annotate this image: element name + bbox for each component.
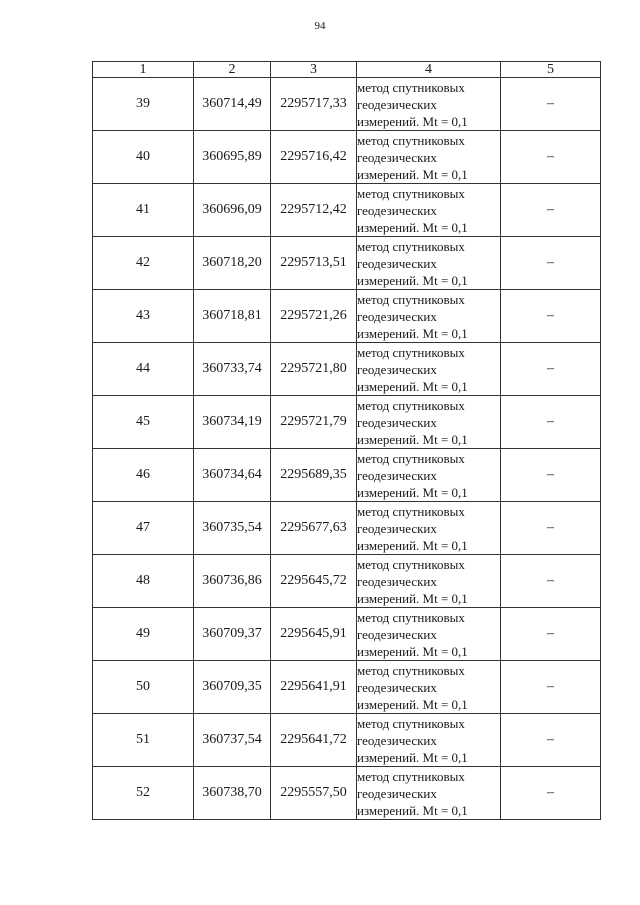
method-cell — [357, 555, 501, 608]
description-cell: – — [501, 237, 601, 290]
method-line: геодезических — [357, 679, 437, 695]
point-number-cell: 46 — [93, 449, 194, 502]
y-coordinate-cell: 2295557,50 — [271, 767, 357, 820]
x-coordinate-cell: 360736,86 — [194, 555, 271, 608]
x-coordinate-cell: 360714,49 — [194, 78, 271, 131]
method-line: измерений. Mt = 0,1 — [357, 484, 468, 500]
method-line: метод спутниковых — [357, 503, 465, 519]
method-line: измерений. Mt = 0,1 — [357, 802, 468, 818]
table-body — [93, 78, 601, 820]
description-cell: – — [501, 290, 601, 343]
x-coordinate-cell: 360738,70 — [194, 767, 271, 820]
table-row — [93, 237, 601, 290]
method-cell — [357, 396, 501, 449]
method-line: измерений. Mt = 0,1 — [357, 643, 468, 659]
method-line: измерений. Mt = 0,1 — [357, 325, 468, 341]
table-row — [93, 608, 601, 661]
method-line: метод спутниковых — [357, 238, 465, 254]
method-line: измерений. Mt = 0,1 — [357, 219, 468, 235]
description-cell: – — [501, 78, 601, 131]
method-cell — [357, 131, 501, 184]
method-line: метод спутниковых — [357, 450, 465, 466]
table-row — [93, 78, 601, 131]
point-number-cell: 44 — [93, 343, 194, 396]
y-coordinate-cell: 2295645,91 — [271, 608, 357, 661]
method-line: геодезических — [357, 732, 437, 748]
point-number-cell: 41 — [93, 184, 194, 237]
description-cell: – — [501, 184, 601, 237]
point-number-cell: 39 — [93, 78, 194, 131]
method-line: геодезических — [357, 308, 437, 324]
method-cell — [357, 449, 501, 502]
y-coordinate-cell: 2295641,91 — [271, 661, 357, 714]
method-line: геодезических — [357, 96, 437, 112]
table-row — [93, 290, 601, 343]
header-col-2: 2 — [194, 62, 271, 78]
point-number-cell: 42 — [93, 237, 194, 290]
header-col-1: 1 — [93, 62, 194, 78]
method-cell — [357, 78, 501, 131]
description-cell: – — [501, 661, 601, 714]
method-line: измерений. Mt = 0,1 — [357, 749, 468, 765]
method-line: геодезических — [357, 414, 437, 430]
method-line: измерений. Mt = 0,1 — [357, 696, 468, 712]
y-coordinate-cell: 2295641,72 — [271, 714, 357, 767]
table-row — [93, 555, 601, 608]
header-row — [93, 62, 601, 78]
y-coordinate-cell: 2295712,42 — [271, 184, 357, 237]
x-coordinate-cell: 360696,09 — [194, 184, 271, 237]
point-number-cell: 43 — [93, 290, 194, 343]
coordinates-table — [92, 61, 601, 820]
method-line: метод спутниковых — [357, 79, 465, 95]
page-number: 94 — [314, 20, 326, 32]
method-line: измерений. Mt = 0,1 — [357, 166, 468, 182]
method-line: геодезических — [357, 573, 437, 589]
method-cell — [357, 343, 501, 396]
method-line: измерений. Mt = 0,1 — [357, 590, 468, 606]
method-line: измерений. Mt = 0,1 — [357, 272, 468, 288]
method-line: метод спутниковых — [357, 768, 465, 784]
description-cell: – — [501, 343, 601, 396]
point-number-cell: 51 — [93, 714, 194, 767]
method-line: метод спутниковых — [357, 556, 465, 572]
point-number-cell: 50 — [93, 661, 194, 714]
x-coordinate-cell: 360709,37 — [194, 608, 271, 661]
y-coordinate-cell: 2295721,80 — [271, 343, 357, 396]
method-line: геодезических — [357, 202, 437, 218]
x-coordinate-cell: 360733,74 — [194, 343, 271, 396]
method-line: метод спутниковых — [357, 662, 465, 678]
point-number-cell: 45 — [93, 396, 194, 449]
method-cell — [357, 714, 501, 767]
table-row — [93, 131, 601, 184]
table-row — [93, 714, 601, 767]
method-line: геодезических — [357, 520, 437, 536]
x-coordinate-cell: 360734,19 — [194, 396, 271, 449]
table-row — [93, 767, 601, 820]
table-row — [93, 502, 601, 555]
table-row — [93, 661, 601, 714]
method-cell — [357, 290, 501, 343]
x-coordinate-cell: 360734,64 — [194, 449, 271, 502]
y-coordinate-cell: 2295677,63 — [271, 502, 357, 555]
method-line: измерений. Mt = 0,1 — [357, 378, 468, 394]
method-cell — [357, 184, 501, 237]
y-coordinate-cell: 2295713,51 — [271, 237, 357, 290]
y-coordinate-cell: 2295721,79 — [271, 396, 357, 449]
method-line: измерений. Mt = 0,1 — [357, 113, 468, 129]
method-line: метод спутниковых — [357, 715, 465, 731]
description-cell: – — [501, 608, 601, 661]
header-col-3: 3 — [271, 62, 357, 78]
description-cell: – — [501, 767, 601, 820]
description-cell: – — [501, 502, 601, 555]
method-line: геодезических — [357, 149, 437, 165]
point-number-cell: 52 — [93, 767, 194, 820]
table-row — [93, 449, 601, 502]
method-line: геодезических — [357, 626, 437, 642]
method-line: геодезических — [357, 361, 437, 377]
point-number-cell: 40 — [93, 131, 194, 184]
y-coordinate-cell: 2295716,42 — [271, 131, 357, 184]
method-line: метод спутниковых — [357, 344, 465, 360]
description-cell: – — [501, 396, 601, 449]
x-coordinate-cell: 360709,35 — [194, 661, 271, 714]
point-number-cell: 47 — [93, 502, 194, 555]
method-line: метод спутниковых — [357, 291, 465, 307]
header-col-5: 5 — [501, 62, 601, 78]
point-number-cell: 49 — [93, 608, 194, 661]
method-cell — [357, 661, 501, 714]
description-cell: – — [501, 131, 601, 184]
method-cell — [357, 502, 501, 555]
method-line: геодезических — [357, 255, 437, 271]
y-coordinate-cell: 2295721,26 — [271, 290, 357, 343]
y-coordinate-cell: 2295689,35 — [271, 449, 357, 502]
table-row — [93, 184, 601, 237]
x-coordinate-cell: 360718,81 — [194, 290, 271, 343]
method-line: метод спутниковых — [357, 609, 465, 625]
method-cell — [357, 237, 501, 290]
method-cell — [357, 767, 501, 820]
method-line: измерений. Mt = 0,1 — [357, 431, 468, 447]
method-line: метод спутниковых — [357, 132, 465, 148]
method-line: геодезических — [357, 785, 437, 801]
y-coordinate-cell: 2295645,72 — [271, 555, 357, 608]
x-coordinate-cell: 360735,54 — [194, 502, 271, 555]
y-coordinate-cell: 2295717,33 — [271, 78, 357, 131]
description-cell: – — [501, 449, 601, 502]
table-row — [93, 343, 601, 396]
method-line: метод спутниковых — [357, 397, 465, 413]
method-line: измерений. Mt = 0,1 — [357, 537, 468, 553]
x-coordinate-cell: 360718,20 — [194, 237, 271, 290]
x-coordinate-cell: 360695,89 — [194, 131, 271, 184]
method-cell — [357, 608, 501, 661]
method-line: геодезических — [357, 467, 437, 483]
method-line: метод спутниковых — [357, 185, 465, 201]
header-col-4: 4 — [357, 62, 501, 78]
x-coordinate-cell: 360737,54 — [194, 714, 271, 767]
description-cell: – — [501, 714, 601, 767]
description-cell: – — [501, 555, 601, 608]
table-header — [93, 62, 601, 78]
point-number-cell: 48 — [93, 555, 194, 608]
table-row — [93, 396, 601, 449]
